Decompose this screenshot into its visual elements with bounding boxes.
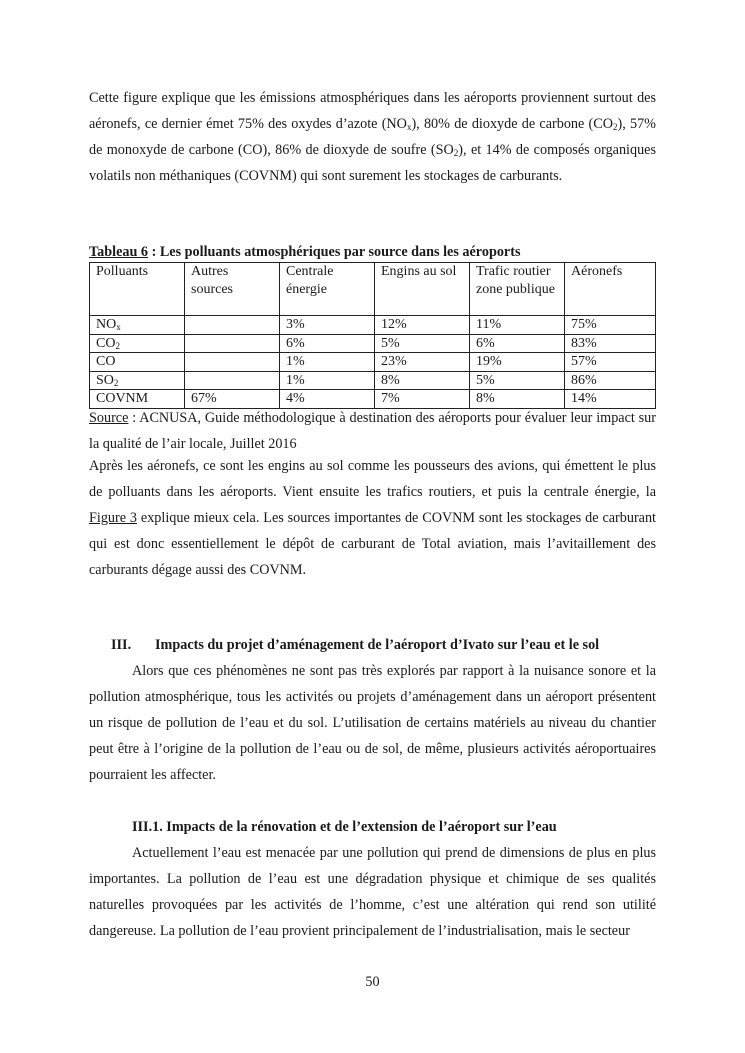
cell-centrale: 6% <box>280 334 375 353</box>
paragraph-ground-equipment: Après les aéronefs, ce sont les engins au sol comme les pousseurs des avions, qui émettent le plus de polluants dans les aéroports. Vient ensuite les trafics routiers, et puis la centrale énergie, la Figure 3 explique mieux cela. Les sources importantes de COVNM sont les stockages de carburant qui est donc essentiellement le dépôt de carburant de Total aviation, mais l’avitaillement des carburants dégage aussi des COVNM. <box>89 458 657 578</box>
cell-centrale: 1% <box>280 353 375 372</box>
cell-engins: 7% <box>375 390 470 409</box>
table-caption-label: Tableau 6 <box>89 244 149 260</box>
table-row <box>90 316 656 335</box>
cell-autres <box>185 371 280 390</box>
cell-autres <box>185 316 280 335</box>
cell-pollutant: $NO_x$ <box>90 316 185 335</box>
header-trafic-routier: Trafic routier zone publique <box>470 263 565 316</box>
cell-trafic: 8% <box>470 390 565 409</box>
cell-engins: 23% <box>375 353 470 372</box>
pollutants-table <box>89 262 656 409</box>
cell-autres <box>185 334 280 353</box>
table-source: Source : ACNUSA, Guide méthodologique à destination des aéroports pour évaluer leur impact sur la qualité de l’air locale, Juillet 2016 <box>89 410 656 452</box>
cell-pollutant: COVNM <box>90 390 185 409</box>
paragraph-section-iii-1: Actuellement l’eau est menacée par une pollution qui prend de dimensions de plus en plus importantes. La pollution de l’eau est une dégradation physique et chimique de ses qualités naturelles provoquées par les activités de l’homme, c’est une altération qui rend son utilité dangereuse. La pollution de l’eau provient principalement de l’industrialisation, mais le secteur <box>89 845 656 939</box>
cell-centrale: 3% <box>280 316 375 335</box>
section-heading-iii <box>111 635 599 655</box>
cell-aeronefs: 75% <box>565 316 656 335</box>
source-label: Source <box>89 410 129 426</box>
cell-centrale: 4% <box>280 390 375 409</box>
table-header-row <box>90 263 656 316</box>
cell-aeronefs: 83% <box>565 334 656 353</box>
cell-aeronefs: 14% <box>565 390 656 409</box>
cell-pollutant: $SO_2$ <box>90 371 185 390</box>
header-autres-sources: Autres sources <box>185 263 280 316</box>
cell-trafic: 11% <box>470 316 565 335</box>
cell-trafic: 6% <box>470 334 565 353</box>
cell-engins: 5% <box>375 334 470 353</box>
section-title: Impacts du projet d’aménagement de l’aéroport d’Ivato sur l’eau et le sol <box>155 637 600 653</box>
cell-centrale: 1% <box>280 371 375 390</box>
table-row <box>90 353 656 372</box>
cell-engins: 8% <box>375 371 470 390</box>
cell-engins: 12% <box>375 316 470 335</box>
table-row <box>90 334 656 353</box>
page-number: 50 <box>365 974 380 990</box>
cell-autres: 67% <box>185 390 280 409</box>
cell-autres <box>185 353 280 372</box>
paragraph-section-iii: Alors que ces phénomènes ne sont pas très explorés par rapport à la nuisance sonore et la pollution atmosphérique, tous les activités ou projets d’aménagement dans un aéroport présentent un risque de pollution de l’eau et du sol. L’utilisation de certains matériels au niveau du chantier peut être à l’origine de la pollution de l’eau ou de sol, de même, plusieurs activités aéroportuaires pourraient les affecter. <box>89 663 656 783</box>
cell-pollutant: $CO_2$ <box>90 334 185 353</box>
cell-pollutant: CO <box>90 353 185 372</box>
header-polluants: Polluants <box>90 263 185 316</box>
section-number: III. <box>111 637 132 653</box>
table-caption: Tableau 6 : Les polluants atmosphériques par source dans les aéroports <box>89 244 521 260</box>
header-engins-au-sol: Engins au sol <box>375 263 470 316</box>
cell-aeronefs: 86% <box>565 371 656 390</box>
cell-aeronefs: 57% <box>565 353 656 372</box>
subsection-heading-iii-1: III.1. Impacts de la rénovation et de l’extension de l’aéroport sur l’eau <box>132 819 557 835</box>
cell-trafic: 5% <box>470 371 565 390</box>
cell-trafic: 19% <box>470 353 565 372</box>
table-row <box>90 371 656 390</box>
header-centrale-energie: Centrale énergie <box>280 263 375 316</box>
paragraph-emissions: Cette figure explique que les émissions atmosphériques dans les aéroports proviennent surtout des aéronefs, ce dernier émet 75% des oxydes d’azote $(NO_x)$, 80% de dioxyde de carbone $(CO_2)$, 57% de monoxyde de carbone (CO), 86% de dioxyde de soufre $(SO_2)$, et 14% de composés organiques volatils non méthaniques (COVNM) qui sont surement les stockages de carburants. <box>89 90 657 184</box>
header-aeronefs: Aéronefs <box>565 263 656 316</box>
figure-3-link[interactable]: Figure 3 <box>89 510 138 526</box>
